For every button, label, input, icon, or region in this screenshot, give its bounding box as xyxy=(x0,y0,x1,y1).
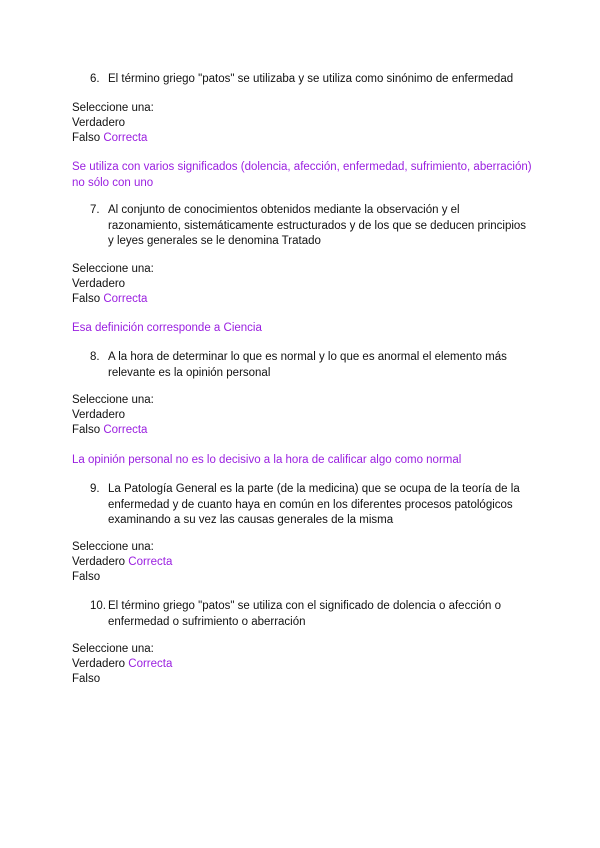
question-text: Al conjunto de conocimientos obtenidos mediante la observación y el razonamiento, sistemáticamente estructurados y de los que se deducen principios y leyes generales se le denomina Tratado xyxy=(108,204,527,247)
question-number: 7. xyxy=(90,204,100,216)
question-number: 9. xyxy=(90,483,100,495)
question-number: 10. xyxy=(90,600,106,612)
option-false[interactable]: Falso xyxy=(72,571,101,584)
answer-block-10 xyxy=(72,642,172,688)
question-number: 6. xyxy=(90,73,100,85)
correct-mark: Correcta xyxy=(103,132,148,145)
option-true[interactable]: Verdadero xyxy=(72,409,126,422)
question-7 xyxy=(90,203,530,250)
select-prompt: Seleccione una: xyxy=(72,102,154,114)
option-true[interactable]: Verdadero xyxy=(72,117,126,130)
correct-mark: Correcta xyxy=(103,424,148,437)
option-true[interactable]: Verdadero Correcta xyxy=(72,556,173,569)
option-false[interactable]: Falso xyxy=(72,673,101,686)
question-6 xyxy=(90,72,530,88)
option-true[interactable]: Verdadero xyxy=(72,278,126,291)
question-text: El término griego "patos" se utiliza con el significado de dolencia o afección o enfermedad o sufrimiento o aberración xyxy=(108,600,502,628)
option-false[interactable]: Falso Correcta xyxy=(72,293,148,306)
question-text: El término griego "patos" se utilizaba y se utiliza como sinónimo de enfermedad xyxy=(108,73,514,85)
option-true[interactable]: Verdadero Correcta xyxy=(72,658,173,671)
question-8 xyxy=(90,350,530,381)
select-prompt: Seleccione una: xyxy=(72,263,154,275)
question-number: 8. xyxy=(90,351,100,363)
select-prompt: Seleccione una: xyxy=(72,394,154,406)
answer-block-9 xyxy=(72,540,172,586)
feedback-8: La opinión personal no es lo decisivo a la hora de calificar algo como normal xyxy=(72,454,462,466)
correct-mark: Correcta xyxy=(128,556,173,569)
feedback-7: Esa definición corresponde a Ciencia xyxy=(72,322,262,334)
question-10 xyxy=(90,599,530,630)
answer-block-7 xyxy=(72,262,154,308)
question-text: A la hora de determinar lo que es normal y lo que es anormal el elemento más relevante es la opinión personal xyxy=(108,351,507,379)
answer-block-6 xyxy=(72,101,154,147)
answer-block-8 xyxy=(72,393,154,439)
correct-mark: Correcta xyxy=(128,658,173,671)
select-prompt: Seleccione una: xyxy=(72,541,154,553)
option-false[interactable]: Falso Correcta xyxy=(72,132,148,145)
option-false[interactable]: Falso Correcta xyxy=(72,424,148,437)
correct-mark: Correcta xyxy=(103,293,148,306)
feedback-6: Se utiliza con varios significados (dolencia, afección, enfermedad, sufrimiento, aberración) no sólo con uno xyxy=(72,161,532,189)
question-text: La Patología General es la parte (de la medicina) que se ocupa de la teoría de la enfermedad y de cuanto haya en común en los diferentes procesos patológicos examinando a su vez las causas generales de la misma xyxy=(108,483,520,526)
select-prompt: Seleccione una: xyxy=(72,643,154,655)
question-9 xyxy=(90,482,530,529)
